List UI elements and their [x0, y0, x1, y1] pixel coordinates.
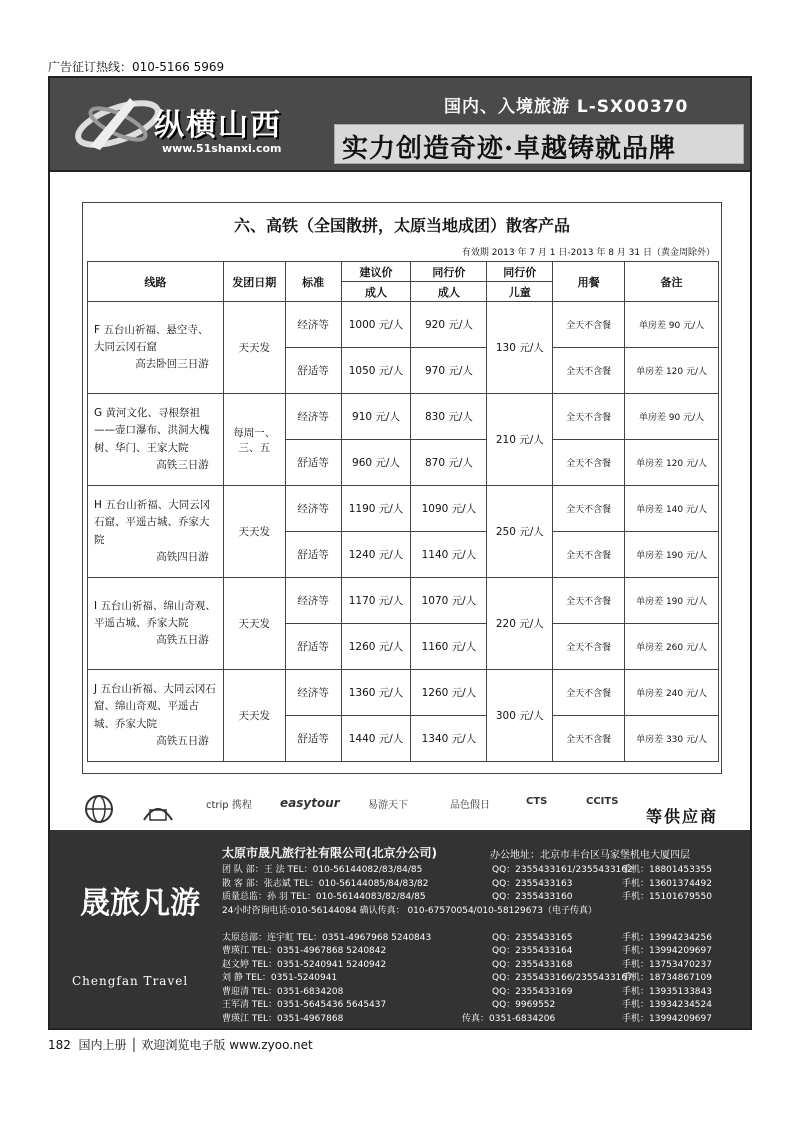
standard: 经济等 [285, 670, 341, 716]
footer-text: 国内上册 │ 欢迎浏览电子版 www.zyoo.net [78, 1038, 313, 1052]
header-suggest: 建议价 [341, 262, 411, 282]
supplier-pinse: 品色假日 [450, 800, 490, 811]
license-number: 国内、入境旅游 L-SX00370 [444, 97, 689, 117]
table-row [88, 394, 719, 440]
note: 单房差 190 元/人 [625, 578, 719, 624]
header-banner [50, 78, 750, 172]
contact-list [222, 864, 742, 1026]
departure-date: 天天发 [223, 486, 285, 578]
product-section [82, 202, 722, 774]
ad-page [48, 76, 752, 1030]
swirl-logo-icon [70, 88, 166, 158]
child-price: 220 元/人 [487, 578, 553, 670]
validity-period: 有效期 2013 年 7 月 1 日-2013 年 8 月 31 日（黄金周除外） [461, 248, 715, 258]
departure-date: 每周一、三、五 [223, 394, 285, 486]
table-row [88, 578, 719, 624]
header-child: 儿童 [487, 282, 553, 302]
header-adult-suggest: 成人 [341, 282, 411, 302]
contact-line: 太原总部：连宇虹 TEL：0351-4967968 5240843 QQ：2355433165 手机：13994234256 [222, 932, 712, 943]
standard: 舒适等 [285, 532, 341, 578]
contact-line: 24小时咨询电话:010-56144084 确认传真： 010-67570054/010-58129673（电子传真） [222, 905, 597, 916]
company-info [50, 830, 750, 1028]
header-adult-peer: 成人 [411, 282, 487, 302]
contact-line: 赵文婷 TEL：0351-5240941 5240942 QQ：2355433168 手机：13753470237 [222, 959, 712, 970]
standard: 经济等 [285, 578, 341, 624]
standard: 舒适等 [285, 348, 341, 394]
standard: 舒适等 [285, 716, 341, 762]
note: 单房差 120 元/人 [625, 440, 719, 486]
brand-en: Chengfan Travel [72, 974, 189, 988]
suggest-price: 960 元/人 [341, 440, 411, 486]
route-name: G 黄河文化、寻根祭祖——壶口瀑布、洪洞大槐树、华门、王家大院 高铁三日游 [88, 394, 224, 486]
contact-line [222, 918, 742, 932]
header-note: 备注 [625, 262, 719, 302]
header-date: 发团日期 [223, 262, 285, 302]
peer-price: 1090 元/人 [411, 486, 487, 532]
price-table [87, 261, 719, 762]
meal: 全天不含餐 [553, 348, 625, 394]
child-price: 250 元/人 [487, 486, 553, 578]
note: 单房差 90 元/人 [625, 394, 719, 440]
route-name: H 五台山祈福、大同云冈石窟、平遥古城、乔家大院 高铁四日游 [88, 486, 224, 578]
supplier-ctrip: ctrip 携程 [206, 800, 252, 811]
page-number: 182 [48, 1038, 71, 1052]
meal: 全天不含餐 [553, 624, 625, 670]
suggest-price: 1360 元/人 [341, 670, 411, 716]
departure-date: 天天发 [223, 670, 285, 762]
table-row [88, 302, 719, 348]
suggest-price: 1240 元/人 [341, 532, 411, 578]
brand-cn: 晟旅凡游 [80, 886, 200, 921]
supplier-yiyou: 易游天下 [368, 800, 408, 811]
child-price: 130 元/人 [487, 302, 553, 394]
contact-line: 质量总监：孙 羽 TEL：010-56144083/82/84/85 QQ：2355433160 手机：15101679550 [222, 892, 712, 902]
meal: 全天不含餐 [553, 532, 625, 578]
departure-date: 天天发 [223, 302, 285, 394]
product-title: 六、高铁（全国散拼，太原当地成团）散客产品 [233, 216, 570, 235]
note: 单房差 120 元/人 [625, 348, 719, 394]
company-address: 办公地址：北京市丰台区马家堡机电大厦四层 [490, 850, 690, 861]
suggest-price: 1260 元/人 [341, 624, 411, 670]
child-price: 210 元/人 [487, 394, 553, 486]
contact-line: 曹迎清 TEL：0351-6834208 QQ：2355433169 手机：13935133843 [222, 986, 712, 997]
temple-logo-icon [140, 796, 176, 824]
page-footer [48, 1036, 313, 1053]
note: 单房差 260 元/人 [625, 624, 719, 670]
supplier-cts: CTS [526, 796, 548, 807]
meal: 全天不含餐 [553, 440, 625, 486]
standard: 经济等 [285, 486, 341, 532]
logo-text: 纵横山西 [154, 108, 282, 143]
contact-line: 王军清 TEL：0351-5645436 5645437 QQ：9969552 手机：13934234524 [222, 1000, 712, 1010]
peer-price: 1260 元/人 [411, 670, 487, 716]
ad-hotline: 广告征订热线：010-5166 5969 [48, 60, 225, 74]
contact-line: 刘 静 TEL：0351-5240941 QQ：2355433166/2355433167 手机：18734867109 [222, 973, 712, 983]
route-name: I 五台山祈福、绵山奇观、平遥古城、乔家大院 高铁五日游 [88, 578, 224, 670]
header-standard: 标准 [285, 262, 341, 302]
suggest-price: 1190 元/人 [341, 486, 411, 532]
standard: 舒适等 [285, 440, 341, 486]
meal: 全天不含餐 [553, 302, 625, 348]
meal: 全天不含餐 [553, 394, 625, 440]
suggest-price: 1050 元/人 [341, 348, 411, 394]
departure-date: 天天发 [223, 578, 285, 670]
suggest-price: 910 元/人 [341, 394, 411, 440]
note: 单房差 90 元/人 [625, 302, 719, 348]
peer-price: 1160 元/人 [411, 624, 487, 670]
standard: 舒适等 [285, 624, 341, 670]
logo-url: www.51shanxi.com [162, 142, 282, 155]
suggest-price: 1000 元/人 [341, 302, 411, 348]
contact-line: 曹瑛江 TEL：0351-4967868 5240842 QQ：2355433164 手机：13994209697 [222, 946, 712, 956]
standard: 经济等 [285, 302, 341, 348]
child-price: 300 元/人 [487, 670, 553, 762]
peer-price: 830 元/人 [411, 394, 487, 440]
contact-line: 曹瑛江 TEL：0351-4967868 传真：0351-6834206 手机：13994209697 [222, 1013, 712, 1024]
supplier-easytour: easytour [280, 796, 340, 810]
peer-price: 920 元/人 [411, 302, 487, 348]
meal: 全天不含餐 [553, 670, 625, 716]
note: 单房差 240 元/人 [625, 670, 719, 716]
peer-price: 870 元/人 [411, 440, 487, 486]
contact-line: 散 客 部：张志斌 TEL：010-56144085/84/83/82 QQ：2355433163 手机：13601374492 [222, 878, 712, 889]
note: 单房差 190 元/人 [625, 532, 719, 578]
contact-line: 团 队 部：王 法 TEL：010-56144082/83/84/85 QQ：2355433161/2355433162 手机：18801453355 [222, 865, 712, 875]
meal: 全天不含餐 [553, 486, 625, 532]
peer-price: 1140 元/人 [411, 532, 487, 578]
standard: 经济等 [285, 394, 341, 440]
note: 单房差 140 元/人 [625, 486, 719, 532]
note: 单房差 330 元/人 [625, 716, 719, 762]
header-route: 线路 [88, 262, 224, 302]
peer-price: 1070 元/人 [411, 578, 487, 624]
suggest-price: 1440 元/人 [341, 716, 411, 762]
suggest-price: 1170 元/人 [341, 578, 411, 624]
meal: 全天不含餐 [553, 578, 625, 624]
meal: 全天不含餐 [553, 716, 625, 762]
company-name: 太原市晟凡旅行社有限公司(北京分公司) [222, 846, 437, 860]
table-row [88, 670, 719, 716]
table-row [88, 486, 719, 532]
route-name: J 五台山祈福、大同云冈石窟、绵山奇观、平遥古城、乔家大院 高铁五日游 [88, 670, 224, 762]
header-peer: 同行价 [411, 262, 487, 282]
brand-logo [72, 884, 204, 1004]
slogan: 实力创造奇迹·卓越铸就品牌 [342, 134, 677, 164]
globe-logo-icon [84, 794, 114, 824]
header-meal: 用餐 [553, 262, 625, 302]
route-name: F 五台山祈福、悬空寺、大同云冈石窟 高去卧回三日游 [88, 302, 224, 394]
supplier-ccits: CCITS [586, 796, 619, 807]
header-peer-child: 同行价 [487, 262, 553, 282]
suppliers-title: 等供应商 [645, 807, 718, 826]
peer-price: 970 元/人 [411, 348, 487, 394]
peer-price: 1340 元/人 [411, 716, 487, 762]
